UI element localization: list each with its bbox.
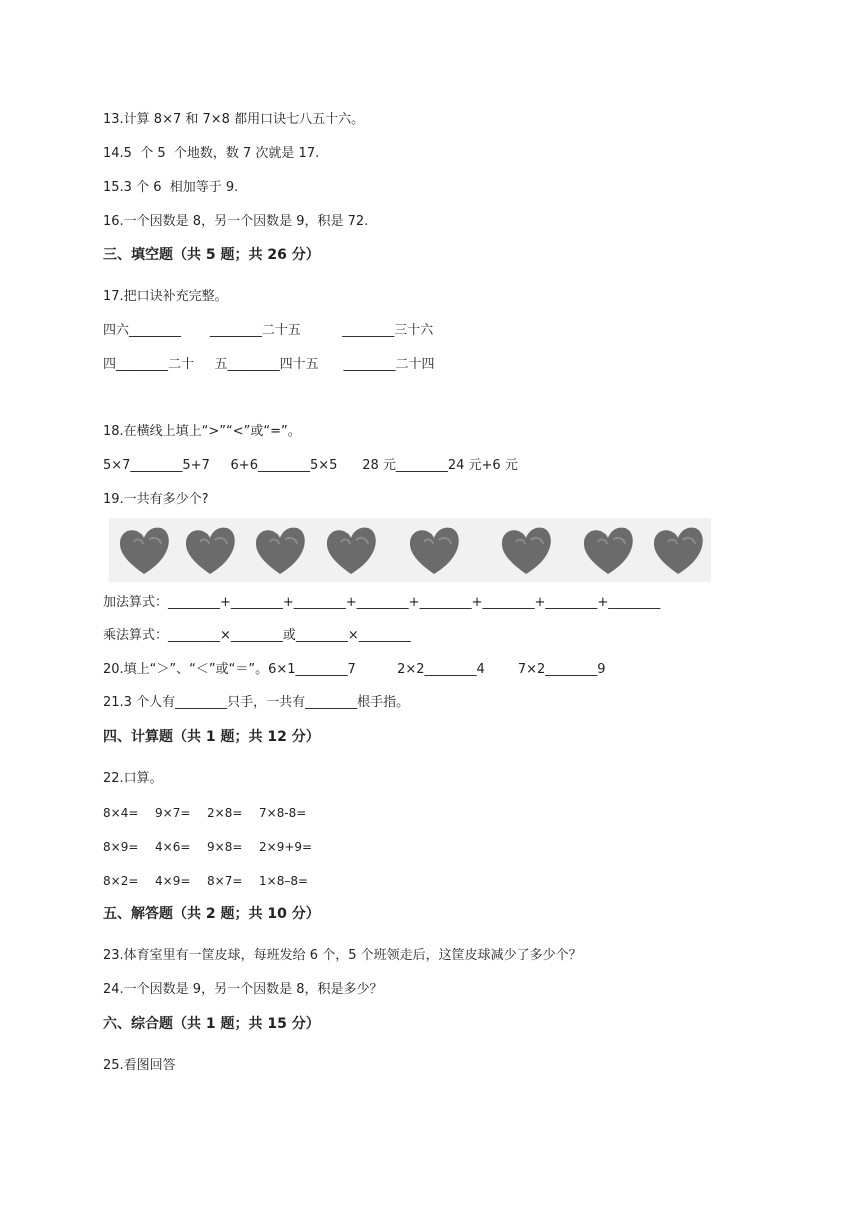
calc-item: 8×2= [103, 874, 139, 888]
q19-image-strip [109, 518, 711, 582]
calc-row-2 [103, 838, 312, 856]
heart-blob-icon [252, 522, 308, 578]
question-25: 25.看图回答 [103, 1058, 176, 1073]
calc-item: 8×4= [103, 806, 139, 820]
calc-item: 4×6= [155, 840, 191, 854]
calc-item: 8×7= [207, 874, 243, 888]
question-19-addition: 加法算式：________+________+________+________+________+________+________+________ [103, 595, 661, 610]
question-23: 23.体育室里有一筐皮球，每班发给 6 个，5 个班领走后，这筐皮球减少了多少个？ [103, 948, 582, 963]
question-17-row-1: 四六________ ________二十五 ________三十六 [103, 323, 434, 338]
question-14: 14.5 个 5 个地数，数 7 次就是 17. [103, 146, 320, 161]
question-17-row-2: 四________二十 五________四十五 ________二十四 [103, 357, 435, 372]
calc-row-3 [103, 872, 308, 890]
question-15: 15.3 个 6 相加等于 9. [103, 180, 239, 195]
heart-blob-icon [498, 522, 554, 578]
section-6-heading: 六、综合题（共 1 题；共 15 分） [103, 1016, 320, 1032]
question-22: 22.口算。 [103, 771, 163, 786]
calc-item: 9×7= [155, 806, 191, 820]
question-18-row: 5×7________5+7 6+6________5×5 28 元________24 元+6 元 [103, 458, 518, 473]
calc-item: 9×8= [207, 840, 243, 854]
heart-blob-icon [116, 522, 172, 578]
calc-item: 4×9= [155, 874, 191, 888]
question-17: 17.把口诀补充完整。 [103, 289, 228, 304]
heart-blob-icon [406, 522, 462, 578]
calc-item: 7×8-8= [259, 806, 307, 820]
question-13: 13.计算 8×7 和 7×8 都用口诀七八五十六。 [103, 112, 365, 127]
section-5-heading: 五、解答题（共 2 题；共 10 分） [103, 906, 320, 922]
question-19: 19.一共有多少个? [103, 492, 209, 507]
question-16: 16.一个因数是 8，另一个因数是 9，积是 72. [103, 214, 369, 229]
section-3-heading: 三、填空题（共 5 题；共 26 分） [103, 247, 320, 263]
question-20: 20.填上“＞”、“＜”或“＝”。6×1________7 2×2________4 7×2________9 [103, 662, 606, 677]
question-21: 21.3 个人有________只手，一共有________根手指。 [103, 695, 410, 710]
calc-item: 8×9= [103, 840, 139, 854]
calc-item: 1×8–8= [259, 874, 309, 888]
calc-item: 2×9+9= [259, 840, 313, 854]
calc-item: 2×8= [207, 806, 243, 820]
question-19-multiplication: 乘法算式：________×________或________×________ [103, 628, 411, 643]
question-18: 18.在横线上填上“>”“<”或“=”。 [103, 424, 301, 439]
heart-blob-icon [650, 522, 706, 578]
heart-blob-icon [580, 522, 636, 578]
calc-row-1 [103, 804, 306, 822]
heart-blob-icon [182, 522, 238, 578]
heart-blob-icon [323, 522, 379, 578]
question-24: 24.一个因数是 9，另一个因数是 8，积是多少？ [103, 982, 383, 997]
section-4-heading: 四、计算题（共 1 题；共 12 分） [103, 729, 320, 745]
